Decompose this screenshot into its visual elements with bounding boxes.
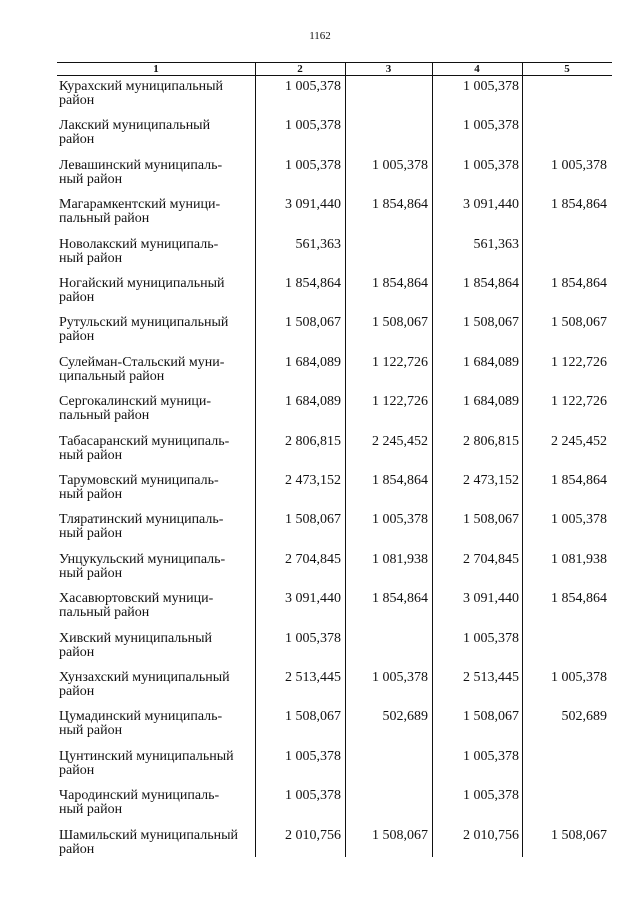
table-row <box>57 789 612 828</box>
value-col-4: 1 854,864 <box>463 276 519 291</box>
district-name-line-1: Ногайский муниципальный <box>59 276 225 291</box>
district-name <box>59 356 254 384</box>
district-name-line-2: ный район <box>59 526 123 542</box>
table-row <box>57 395 612 434</box>
value-col-5: 1 508,067 <box>551 827 607 843</box>
value-col-2: 1 005,378 <box>285 630 341 646</box>
table-row <box>57 159 612 198</box>
value-col-4: 1 005,378 <box>463 630 519 646</box>
district-name-line-1: Шамильский муниципальный <box>59 827 238 843</box>
value-col-4: 2 704,845 <box>463 551 519 567</box>
value-col-3: 2 245,452 <box>372 433 428 449</box>
value-col-2: 1 005,378 <box>285 79 341 94</box>
district-name-line-1: Цунтинский муниципальный <box>59 748 234 764</box>
district-name <box>59 474 254 502</box>
district-name-line-2: ный район <box>59 723 123 739</box>
district-name-line-2: ный район <box>59 447 123 463</box>
district-name-line-1: Сулейман-Стальский муни- <box>59 354 225 370</box>
value-col-5: 1 005,378 <box>551 670 607 685</box>
value-col-4: 2 010,756 <box>463 827 519 843</box>
district-name <box>59 829 254 857</box>
district-name <box>59 710 254 738</box>
value-col-3: 1 005,378 <box>372 512 428 528</box>
value-col-2: 1 005,378 <box>285 118 341 134</box>
table-row <box>57 829 612 868</box>
value-col-3: 1 508,067 <box>372 315 428 331</box>
district-name <box>59 553 254 581</box>
district-name <box>59 80 254 108</box>
table-row <box>57 119 612 158</box>
value-col-2: 1 684,089 <box>285 354 341 370</box>
value-col-4: 2 473,152 <box>463 473 519 488</box>
district-name-line-1: Тарумовский муниципаль- <box>59 473 219 488</box>
value-col-3: 1 122,726 <box>372 394 428 410</box>
value-col-4: 1 005,378 <box>463 788 519 804</box>
district-name-line-1: Хасавюртовский муници- <box>59 591 214 607</box>
district-name-line-2: район <box>59 644 95 660</box>
value-col-2: 1 508,067 <box>285 512 341 528</box>
district-name-line-1: Табасаранский муниципаль- <box>59 433 230 449</box>
value-col-4: 1 508,067 <box>463 709 519 725</box>
value-col-4: 1 005,378 <box>463 79 519 94</box>
district-name-line-1: Лакский муниципальный <box>59 118 211 134</box>
table-row <box>57 553 612 592</box>
district-name <box>59 159 254 187</box>
value-col-2: 2 704,845 <box>285 551 341 567</box>
budget-table <box>57 62 612 857</box>
value-col-2: 1 508,067 <box>285 709 341 725</box>
district-name <box>59 316 254 344</box>
value-col-3: 1 508,067 <box>372 827 428 843</box>
value-col-3: 1 854,864 <box>372 197 428 213</box>
district-name-line-2: ный район <box>59 487 123 502</box>
district-name-line-2: район <box>59 329 95 345</box>
value-col-4: 1 684,089 <box>463 394 519 410</box>
table-row <box>57 592 612 631</box>
district-name-line-1: Курахский муниципальный <box>59 79 224 94</box>
district-name-line-2: район <box>59 93 95 108</box>
district-name-line-2: пальный район <box>59 211 150 227</box>
value-col-3: 1 005,378 <box>372 670 428 685</box>
value-col-4: 2 513,445 <box>463 670 519 685</box>
value-col-5: 1 005,378 <box>551 157 607 173</box>
district-name-line-2: ный район <box>59 171 123 187</box>
district-name-line-1: Новолакский муниципаль- <box>59 236 219 252</box>
table-header <box>57 62 612 76</box>
value-col-5: 1 508,067 <box>551 315 607 331</box>
table-row <box>57 513 612 552</box>
table-row <box>57 710 612 749</box>
value-col-3: 502,689 <box>382 709 428 725</box>
table-row <box>57 474 612 513</box>
district-name-line-1: Унцукульский муниципаль- <box>59 551 226 567</box>
value-col-2: 2 010,756 <box>285 827 341 843</box>
value-col-3: 1 122,726 <box>372 354 428 370</box>
header-col-3: 3 <box>385 63 392 75</box>
value-col-4: 1 508,067 <box>463 315 519 331</box>
value-col-5: 502,689 <box>561 709 607 725</box>
table-row <box>57 750 612 789</box>
district-name-line-2: пальный район <box>59 605 150 621</box>
district-name-line-1: Цумадинский муниципаль- <box>59 709 223 725</box>
district-name-line-2: пальный район <box>59 408 150 424</box>
value-col-2: 1 684,089 <box>285 394 341 410</box>
header-col-2: 2 <box>297 63 303 75</box>
value-col-2: 2 806,815 <box>285 433 341 449</box>
value-col-4: 3 091,440 <box>463 197 519 213</box>
value-col-4: 1 684,089 <box>463 354 519 370</box>
district-name-line-2: район <box>59 684 95 699</box>
value-col-4: 1 005,378 <box>463 118 519 134</box>
table-row <box>57 238 612 277</box>
district-name-line-1: Хунзахский муниципальный <box>59 670 230 685</box>
district-name-line-2: ный район <box>59 802 123 818</box>
district-name-line-2: район <box>59 841 95 857</box>
page-number: 1162 <box>309 30 331 42</box>
value-col-4: 1 508,067 <box>463 512 519 528</box>
value-col-3: 1 854,864 <box>372 276 428 291</box>
table-row <box>57 632 612 671</box>
table-row <box>57 277 612 316</box>
district-name <box>59 632 254 660</box>
value-col-3: 1 081,938 <box>372 551 428 567</box>
value-col-3: 1 854,864 <box>372 473 428 488</box>
value-col-5: 2 245,452 <box>551 433 607 449</box>
district-name-line-1: Тляратинский муниципаль- <box>59 512 224 528</box>
district-name-line-2: район <box>59 290 95 305</box>
value-col-2: 1 508,067 <box>285 315 341 331</box>
table-row <box>57 80 612 119</box>
district-name-line-1: Рутульский муниципальный <box>59 315 229 331</box>
value-col-5: 1 854,864 <box>551 473 607 488</box>
district-name-line-2: ный район <box>59 565 123 581</box>
district-name <box>59 671 254 699</box>
value-col-2: 2 513,445 <box>285 670 341 685</box>
value-col-2: 1 854,864 <box>285 276 341 291</box>
value-col-4: 3 091,440 <box>463 591 519 607</box>
value-col-5: 1 854,864 <box>551 276 607 291</box>
district-name <box>59 513 254 541</box>
table-row <box>57 198 612 237</box>
district-name-line-2: район <box>59 132 95 148</box>
value-col-5: 1 005,378 <box>551 512 607 528</box>
table-row <box>57 435 612 474</box>
district-name <box>59 592 254 620</box>
district-name-line-1: Хивский муниципальный <box>59 630 213 646</box>
value-col-2: 1 005,378 <box>285 157 341 173</box>
header-col-4: 4 <box>474 63 480 75</box>
district-name-line-2: ципальный район <box>59 368 165 384</box>
value-col-3: 1 005,378 <box>372 157 428 173</box>
district-name-line-2: район <box>59 762 95 778</box>
district-name-line-1: Чародинский муниципаль- <box>59 788 220 804</box>
header-col-1: 1 <box>153 63 159 75</box>
value-col-4: 561,363 <box>473 236 519 252</box>
district-name <box>59 238 254 266</box>
value-col-4: 1 005,378 <box>463 748 519 764</box>
value-col-5: 1 854,864 <box>551 591 607 607</box>
value-col-2: 2 473,152 <box>285 473 341 488</box>
table-row <box>57 316 612 355</box>
district-name <box>59 198 254 226</box>
district-name <box>59 750 254 778</box>
table-row <box>57 356 612 395</box>
district-name-line-1: Сергокалинский муници- <box>59 394 212 410</box>
value-col-2: 1 005,378 <box>285 788 341 804</box>
table-row <box>57 671 612 710</box>
district-name-line-2: ный район <box>59 250 123 266</box>
district-name <box>59 789 254 817</box>
district-name <box>59 395 254 423</box>
value-col-5: 1 854,864 <box>551 197 607 213</box>
value-col-4: 1 005,378 <box>463 157 519 173</box>
value-col-2: 1 005,378 <box>285 748 341 764</box>
district-name <box>59 277 254 305</box>
value-col-3: 1 854,864 <box>372 591 428 607</box>
value-col-2: 561,363 <box>295 236 341 252</box>
district-name-line-1: Левашинский муниципаль- <box>59 157 223 173</box>
district-name-line-1: Магарамкентский муници- <box>59 197 221 213</box>
district-name <box>59 435 254 463</box>
value-col-5: 1 122,726 <box>551 394 607 410</box>
value-col-2: 3 091,440 <box>285 591 341 607</box>
value-col-5: 1 122,726 <box>551 354 607 370</box>
value-col-2: 3 091,440 <box>285 197 341 213</box>
value-col-5: 1 081,938 <box>551 551 607 567</box>
district-name <box>59 119 254 147</box>
value-col-4: 2 806,815 <box>463 433 519 449</box>
header-col-5: 5 <box>564 63 570 75</box>
